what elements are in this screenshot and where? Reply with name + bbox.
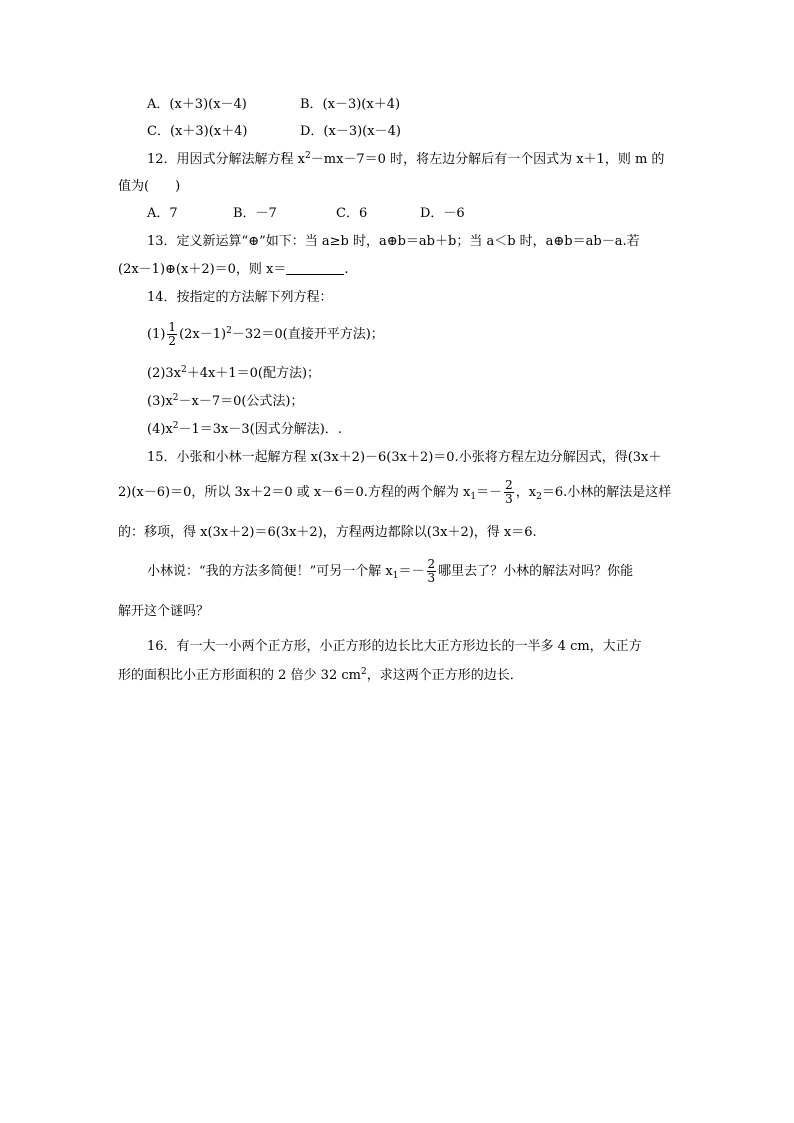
q14-part2-exponent: 2 [181,365,187,375]
q14-part3-expr: (3)x [147,394,173,409]
q12-option-d-text: D．－6 [420,206,465,221]
q15-fraction [504,479,514,506]
q15-comma-x: ，x [515,485,537,500]
q15-line2-rest: ＝6.小林的解法是这样 [541,485,672,500]
fraction-denominator: 3 [427,571,436,585]
q13-line2-text: (2x－1)⊕(x＋2)＝0，则 x＝ [118,262,287,277]
q11-option-a-text: A．(x＋3)(x－4) [147,97,247,112]
q15-line2-text: 2)(x－6)＝0，所以 3x＋2＝0 或 x－6＝0.方程的两个解为 x [118,485,471,500]
q12-option-d [420,205,465,223]
q14-title-text: 14．按指定的方法解下列方程： [147,290,333,305]
q11-option-d [300,123,401,141]
q11-option-b-text: B．(x－3)(x＋4) [300,97,401,112]
q14-part4-exponent: 2 [172,421,179,431]
q14-part1-fraction [167,321,177,348]
q14-title [147,289,333,307]
q14-part3 [147,393,304,411]
q15-line5-text: 解开这个谜吗？ [118,604,210,619]
q12-rest: －mx－7＝0 时，将左边分解后有一个因式为 x＋1，则 m 的 [310,152,665,167]
fraction-numerator: 1 [168,320,177,334]
q11-option-b [300,96,400,114]
q16-line2 [118,667,523,685]
q16-line1 [147,638,642,656]
q15-line4-text: 小林说：“我的方法多简便！”可另一个解 x [147,564,393,579]
q13-line1 [147,233,640,251]
q16-line2-rest: ，求这两个正方形的边长． [366,668,523,683]
q15-line2 [118,476,671,510]
q12-line1 [147,151,664,169]
q14-part4-rest: －1＝3x－3(因式分解法)．. [178,422,342,437]
q12-option-c-text: C．6 [336,206,368,221]
q11-option-c [147,123,247,141]
q13-line2-period: . [344,262,349,277]
q12-line2 [118,178,180,196]
q14-part1-exponent: 2 [226,326,232,336]
q15-subscript-1: 1 [470,492,477,502]
q12-option-a [147,205,178,223]
q15-line1 [147,449,661,467]
q15-line4 [147,555,633,589]
q12-option-a-text: A．7 [147,206,178,221]
q11-option-a [147,96,247,114]
q14-part1 [147,318,384,352]
q13-line1-text: 13．定义新运算“⊕”如下：当 a≥b 时，a⊕b＝ab＋b；当 a＜b 时，a⊕b＝ab－a.若 [147,234,640,249]
q15-equals-neg: ＝－ [476,485,503,500]
q12-prefix: 12．用因式分解法解方程 x [147,152,306,167]
q14-part4 [147,421,342,439]
q15-subscript-2: 2 [536,492,542,502]
q11-option-c-text: C．(x＋3)(x＋4) [147,124,248,139]
q16-exponent: 2 [360,667,367,677]
q15-line5 [118,603,209,621]
q13-line2 [118,261,349,279]
q14-part3-rest: －x－7＝0(公式法)； [178,394,304,409]
q15-line4-fraction [427,558,437,585]
q14-part2 [147,365,320,383]
q12-exponent: 2 [305,151,311,161]
q15-line3-text: 的：移项，得 x(3x＋2)＝6(3x＋2)，方程两边都除以(3x＋2)，得 x＝6. [118,525,537,540]
q15-line1-text: 15．小张和小林一起解方程 x(3x＋2)－6(3x＋2)＝0.小张将方程左边分解因式，得(3x＋ [147,450,662,465]
q12-option-c [336,205,367,223]
q14-part1-expr: (2x－1) [179,327,227,342]
q15-line4-equals-neg: ＝－ [398,564,425,579]
fraction-numerator: 2 [427,557,436,571]
q15-line4-rest: 哪里去了？小林的解法对吗？你能 [438,564,634,579]
q14-part2-rest: ＋4x＋1＝0(配方法)； [186,366,321,381]
q14-part4-expr: (4)x [147,422,173,437]
q16-line1-text: 16．有一大一小两个正方形，小正方形的边长比大正方形边长的一半多 4 cm，大正方 [147,639,642,654]
q12-answer-bracket: 值为( ) [118,179,181,194]
q14-part1-rest: －32＝0(直接开平方法)； [231,327,384,342]
q15-line4-subscript: 1 [392,571,399,581]
q14-part2-expr: (2)3x [147,366,182,381]
q11-option-d-text: D．(x－3)(x－4) [300,124,401,139]
q12-option-b-text: B．－7 [233,206,277,221]
q15-line3 [118,524,537,542]
q14-part3-exponent: 2 [172,393,179,403]
fraction-denominator: 3 [505,492,513,506]
q14-part1-label: (1) [147,327,166,342]
q16-line2-text: 形的面积比小正方形面积的 2 倍少 32 cm [118,668,361,683]
q13-answer-blank[interactable] [286,262,344,275]
fraction-denominator: 2 [168,334,177,348]
q12-option-b [233,205,277,223]
fraction-numerator: 2 [505,478,513,492]
